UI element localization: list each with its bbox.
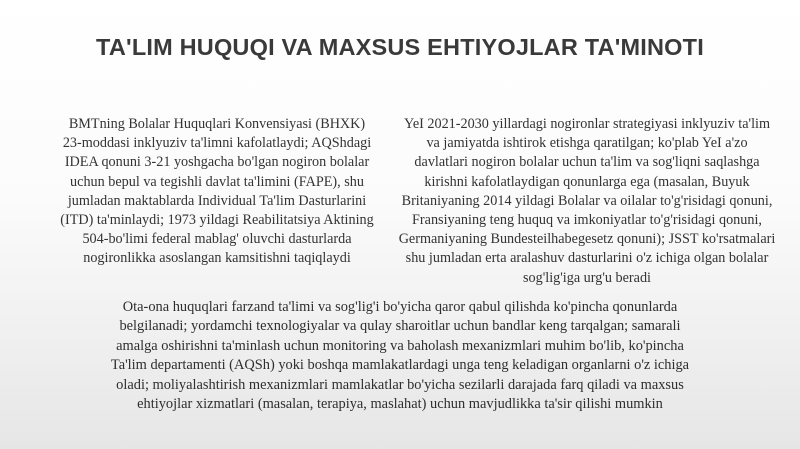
slide-title: TA'LIM HUQUQI VA MAXSUS EHTIYOJLAR TA'MINOTI xyxy=(96,34,704,60)
bottom-text-column: Ota-ona huquqlari farzand ta'limi va sog'lig'i bo'yicha qaror qabul qilishda ko'pincha qonunlarda belgilanadi; yordamchi texnologiyalar va qulay sharoitlar uchun bandlar keng tarqalgan; samarali amalga oshirishni ta'minlash uchun monitoring va baholash mexanizmlari muhim bo'lib, ko'pincha Ta'lim departamenti (AQSh) yoki boshqa mamlakatlardagi unga teng keladigan organlarni o'z ichiga oladi; moliyalashtirish mexanizmlari mamlakatlar bo'yicha sezilarli darajada farq qiladi va maxsus ehtiyojlar xizmatlari (masalan, terapiya, maslahat) uchun mavjudlikka ta'sir qilishi mumkin xyxy=(110,299,690,413)
right-text-column: YeI 2021-2030 yillardagi nogironlar strategiyasi inklyuziv ta'lim va jamiyatda ishtirok etishga qaratilgan; ko'plab YeI a'zo davlatlari nogiron bolalar uchun ta'lim va sog'liqni saqlashga kirishni kafolatlaydigan qonunlarga ega (masalan, Buyuk Britaniyaning 2014 yildagi Bolalar va oilalar to'g'risidagi qonuni, Fransiyaning teng huquq va imkoniyatlar to'g'risidagi qonuni, Germaniyaning Bundesteilhabegesetz qonuni); JSST ko'rsatmalari shu jumladan erta aralashuv dasturlarini o'z ichiga olgan bolalar sog'lig'iga urg'u beradi xyxy=(398,116,776,286)
left-text-column: BMTning Bolalar Huquqlari Konvensiyasi (BHXK) 23-moddasi inklyuziv ta'limni kafolatlaydi; AQShdagi IDEA qonuni 3-21 yoshgacha bo'lgan nogiron bolalar uchun bepul va tegishli davlat ta'limini (FAPE), shu jumladan maktablarda Individual Ta'lim Dasturlarini (ITD) ta'minlaydi; 1973 yildagi Reabilitatsiya Aktining 504-bo'limi federal mablag' oluvchi dasturlarda nogironlikka asoslangan kamsitishni taqiqlaydi xyxy=(60,116,374,267)
